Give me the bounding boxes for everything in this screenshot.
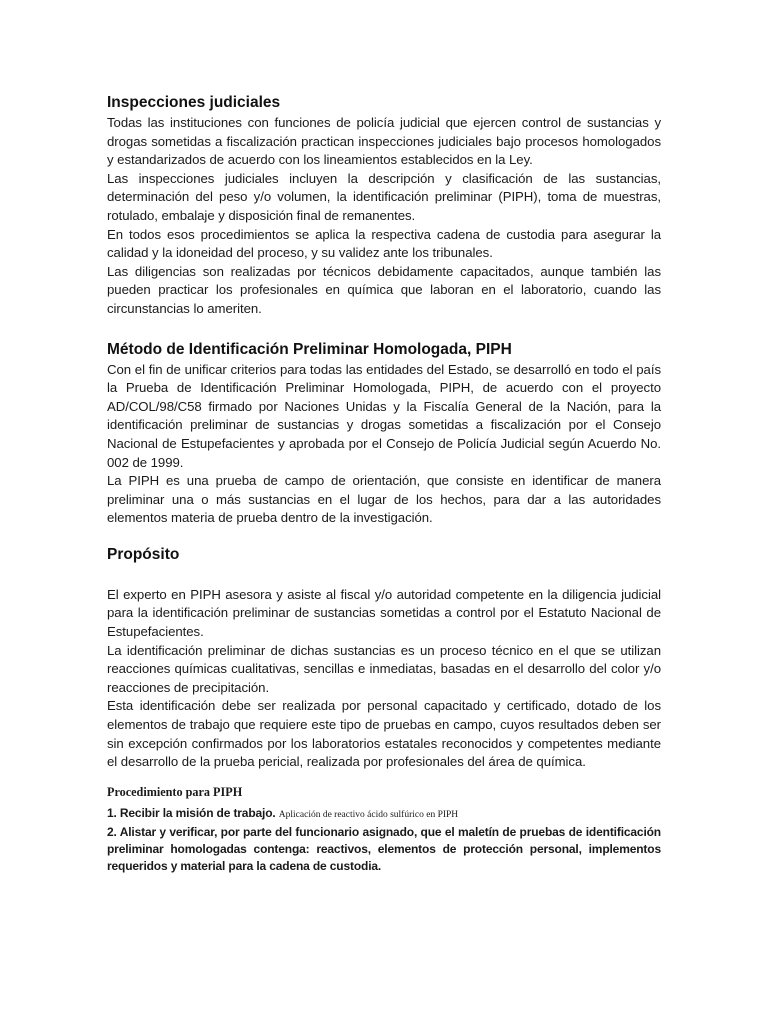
paragraph: La PIPH es una prueba de campo de orientación, que consiste en identificar de manera preliminar una o más sustancias en el lugar de los hechos, para dar a las autoridades elementos materia de prueba dentro de la investigación. [107,473,661,526]
paragraph: Las inspecciones judiciales incluyen la descripción y clasificación de las sustancias, determinación del peso y/o volumen, la identificación preliminar (PIPH), toma de muestras, rotulado, embalaje y disposición final de remanentes. [107,170,661,223]
section-title: Método de Identificación Preliminar Homologada, PIPH [107,340,512,358]
paragraph: Las diligencias son realizadas por técnicos debidamente capacitados, aunque también las pueden practicar los profesionales en química que laboran en el laboratorio, cuando las circunstancias lo ameriten. [107,263,661,316]
step-text: 1. Recibir la misión de trabajo. [107,805,276,820]
spacer [107,566,661,586]
step-1 [107,805,661,824]
section-inspecciones [107,92,661,319]
section-proposito [107,544,661,772]
section-title: Inspecciones judiciales [107,94,281,111]
paragraph: Esta identificación debe ser realizada por personal capacitado y certificado, dotado de los elementos de trabajo que requiere este tipo de pruebas en campo, cuyos resultados deben ser sin excepción confirmados por los laboratorios estatales reconocidos y competentes mediante el desarrollo de la prueba pericial, realizada por profesionales del área de química. [107,698,661,770]
section-title: Procedimiento para PIPH [107,784,243,799]
paragraph: Todas las instituciones con funciones de policía judicial que ejercen control de sustancias y drogas sometidas a fiscalización practican inspecciones judiciales bajo procesos homologados y estandarizados de acuerdo con los lineamientos establecidos en la Ley. [107,115,661,168]
section-title: Propósito [107,545,180,563]
image-caption: Aplicación de reactivo ácido sulfúrico en PIPH [278,809,459,820]
section-procedimiento [107,784,661,876]
paragraph: El experto en PIPH asesora y asiste al fiscal y/o autoridad competente en la diligencia judicial para la identificación preliminar de sustancias sometidas a control por el Estatuto Nacional de Estupefacientes. [107,586,661,640]
section-metodo [107,339,661,528]
step-2: 2. Alistar y verificar, por parte del funcionario asignado, que el maletín de pruebas de identificación preliminar homologadas contenga: reactivos, elementos de protección personal, implementos requeridos y material para la cadena de custodia. [107,825,661,874]
paragraph: La identificación preliminar de dichas sustancias es un proceso técnico en el que se utilizan reacciones químicas cualitativas, sencillas e inmediatas, basadas en el desarrollo del color y/o reacciones de precipitación. [107,642,661,695]
paragraph: Con el fin de unificar criterios para todas las entidades del Estado, se desarrolló en todo el país la Prueba de Identificación Preliminar Homologada, PIPH, de acuerdo con el proyecto AD/COL/98/C58 firmado por Naciones Unidas y la Fiscalía General de la Nación, para la identificación preliminar de sustancias y drogas sometidas a fiscalización por el Consejo Nacional de Estupefacientes y aprobada por el Consejo de Policía Judicial según Acuerdo No. 002 de 1999. [107,361,661,470]
paragraph: En todos esos procedimientos se aplica la respectiva cadena de custodia para asegurar la calidad y la idoneidad del proceso, y su validez ante los tribunales. [107,226,661,261]
